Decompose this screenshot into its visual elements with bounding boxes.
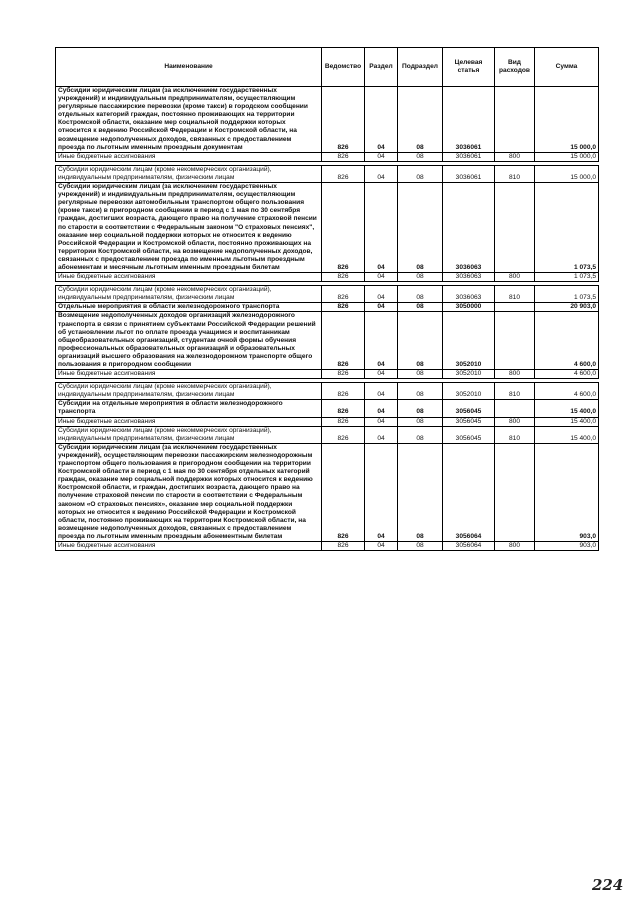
cell-section: 04 [365,426,398,443]
cell-section: 04 [365,417,398,426]
cell-name: Субсидии юридическим лицам (кроме некоммерческих организаций), индивидуальным предпринимателям, физическим лицам [56,286,322,303]
cell-name: Субсидии юридическим лицам (кроме некоммерческих организаций), индивидуальным предпринимателям, физическим лицам [56,426,322,443]
table-row [56,400,599,417]
cell-name: Субсидии юридическим лицам (за исключением государственных учреждений) и индивидуальным предпринимателям, осуществляющим регулярные пассажирские перевозки (кроме такси) в городском сообщении отдельных категорий граждан, постоянно проживающих на территории Костромской области, оказание мер социальной поддержки которых относится к ведению Российской Федерации и Костромской области, на возмещение недополученных доходов, связанных с предоставлением проезда по льготным именным проездным документам [56,87,322,153]
table-row [56,312,599,370]
cell-amount: 903,0 [535,541,599,550]
cell-name: Субсидии юридическим лицам (за исключением государственных учреждений) и индивидуальным предпринимателям, осуществляющим регулярные перевозки автомобильным транспортом общего пользования (кроме такси) в пригородном сообщении в период с 1 мая по 30 сентября граждан, достигших возраста, дающего право на получение страховой пенсии по старости в соответствии с Федеральным законом "О страховых пенсиях", оказание мер социальной поддержки которых не относится к ведению Российской Федерации и Костромской области, постоянно проживающих на территории Костромской области, на возмещение недополученных доходов, связанных с предоставлением проезда по именным льготным проездным абонементам и месячным льготным именным проездным билетам [56,183,322,273]
cell-dept: 826 [322,383,365,400]
cell-dept: 826 [322,417,365,426]
cell-name: Иные бюджетные ассигнования [56,370,322,379]
cell-name: Иные бюджетные ассигнования [56,273,322,282]
cell-amount: 4 600,0 [535,383,599,400]
cell-amount: 15 000,0 [535,165,599,182]
cell-subsection: 08 [398,87,443,153]
header-target: Целевая статья [443,48,495,87]
cell-subsection: 08 [398,383,443,400]
cell-target: 3056045 [443,400,495,417]
cell-section: 04 [365,273,398,282]
header-exp-type: Вид расходов [495,48,535,87]
cell-exp-type: 810 [495,426,535,443]
cell-section: 04 [365,286,398,303]
cell-target: 3056045 [443,417,495,426]
cell-exp-type: 810 [495,286,535,303]
cell-section: 04 [365,383,398,400]
cell-name: Иные бюджетные ассигнования [56,417,322,426]
cell-name: Субсидии юридическим лицам (кроме некоммерческих организаций), индивидуальным предпринимателям, физическим лицам [56,165,322,182]
cell-dept: 826 [322,183,365,273]
cell-subsection: 08 [398,273,443,282]
cell-dept: 826 [322,152,365,161]
cell-subsection: 08 [398,312,443,370]
cell-amount: 1 073,5 [535,273,599,282]
cell-name: Субсидии на отдельные мероприятия в области железнодорожного транспорта [56,400,322,417]
cell-subsection: 08 [398,286,443,303]
cell-name: Отдельные мероприятия в области железнодорожного транспорта [56,303,322,312]
cell-subsection: 08 [398,183,443,273]
budget-table [55,47,599,551]
page-number: 224 [592,876,624,894]
table-row [56,183,599,273]
cell-section: 04 [365,183,398,273]
table-row [56,443,599,541]
cell-section: 04 [365,312,398,370]
cell-target: 3036061 [443,87,495,153]
cell-target: 3056064 [443,541,495,550]
cell-dept: 826 [322,370,365,379]
cell-dept: 826 [322,400,365,417]
cell-target: 3036063 [443,286,495,303]
table-row [56,165,599,182]
header-dept: Ведомство [322,48,365,87]
cell-dept: 826 [322,165,365,182]
cell-section: 04 [365,87,398,153]
cell-amount: 903,0 [535,443,599,541]
cell-name: Иные бюджетные ассигнования [56,541,322,550]
table-row [56,417,599,426]
cell-dept: 826 [322,443,365,541]
cell-target: 3036061 [443,165,495,182]
header-subsection: Подраздел [398,48,443,87]
cell-section: 04 [365,370,398,379]
cell-name: Субсидии юридическим лицам (кроме некоммерческих организаций), индивидуальным предпринимателям, физическим лицам [56,383,322,400]
cell-section: 04 [365,541,398,550]
cell-exp-type [495,183,535,273]
cell-exp-type: 800 [495,152,535,161]
cell-amount: 15 000,0 [535,152,599,161]
cell-section: 04 [365,152,398,161]
cell-amount: 15 000,0 [535,87,599,153]
table-row [56,303,599,312]
cell-amount: 15 400,0 [535,417,599,426]
table-row [56,273,599,282]
cell-subsection: 08 [398,400,443,417]
cell-subsection: 08 [398,417,443,426]
cell-target: 3036063 [443,273,495,282]
cell-exp-type [495,87,535,153]
cell-amount: 4 600,0 [535,312,599,370]
cell-exp-type [495,400,535,417]
cell-dept: 826 [322,426,365,443]
cell-dept: 826 [322,303,365,312]
table-row [56,370,599,379]
table-header-row [56,48,599,87]
cell-subsection: 08 [398,370,443,379]
cell-section: 04 [365,303,398,312]
cell-amount: 20 903,0 [535,303,599,312]
cell-amount: 1 073,5 [535,183,599,273]
cell-exp-type: 810 [495,165,535,182]
cell-dept: 826 [322,273,365,282]
cell-dept: 826 [322,87,365,153]
cell-target: 3056064 [443,443,495,541]
cell-name: Иные бюджетные ассигнования [56,152,322,161]
cell-exp-type [495,303,535,312]
budget-table-sheet [55,47,598,551]
cell-exp-type: 800 [495,541,535,550]
cell-subsection: 08 [398,152,443,161]
cell-subsection: 08 [398,541,443,550]
cell-section: 04 [365,443,398,541]
table-row [56,152,599,161]
cell-subsection: 08 [398,443,443,541]
cell-exp-type: 800 [495,273,535,282]
cell-subsection: 08 [398,165,443,182]
cell-name: Возмещение недополученных доходов организаций железнодорожного транспорта в связи с принятием субъектами Российской Федерации решений об установлении льгот по оплате проезда учащимся и воспитанникам общеобразовательных организаций, студентам очной формы обучения профессиональных образовательных организаций и образовательных организаций высшего образования на железнодорожном транспорте общего пользования в пригородном сообщении [56,312,322,370]
table-row [56,286,599,303]
cell-dept: 826 [322,541,365,550]
cell-amount: 15 400,0 [535,400,599,417]
cell-amount: 1 073,5 [535,286,599,303]
cell-name: Субсидии юридическим лицам (за исключением государственных учреждений), осуществляющим перевозки пассажирским железнодорожным транспортом общего пользования в пригородном сообщении на территории Костромской области в период с 1 мая по 30 сентября отдельных категорий граждан, оказание мер социальной поддержки которых относится к ведению Костромской области, и граждан, достигших возраста, дающего право на получение страховой пенсии по старости в соответствии с Федеральным законом «О страховых пенсиях», оказание мер социальной поддержки которых не относится к ведению Российской Федерации и Костромской области, постоянно проживающих на территории Костромской области, на возмещение недополученных доходов, связанных с предоставлением проезда по льготным именным проездным абонементным билетам [56,443,322,541]
cell-dept: 826 [322,286,365,303]
cell-exp-type: 800 [495,370,535,379]
table-row [56,426,599,443]
cell-exp-type: 800 [495,417,535,426]
table-row [56,383,599,400]
header-section: Раздел [365,48,398,87]
cell-target: 3050000 [443,303,495,312]
header-name: Наименование [56,48,322,87]
cell-amount: 4 600,0 [535,370,599,379]
cell-subsection: 08 [398,303,443,312]
cell-target: 3056045 [443,426,495,443]
cell-target: 3052010 [443,312,495,370]
cell-subsection: 08 [398,426,443,443]
cell-target: 3052010 [443,370,495,379]
cell-target: 3036063 [443,183,495,273]
table-body [56,87,599,551]
table-row [56,87,599,153]
header-amount: Сумма [535,48,599,87]
cell-target: 3036061 [443,152,495,161]
cell-dept: 826 [322,312,365,370]
cell-target: 3052010 [443,383,495,400]
cell-section: 04 [365,165,398,182]
table-row [56,541,599,550]
cell-exp-type [495,312,535,370]
cell-exp-type [495,443,535,541]
cell-section: 04 [365,400,398,417]
cell-amount: 15 400,0 [535,426,599,443]
cell-exp-type: 810 [495,383,535,400]
